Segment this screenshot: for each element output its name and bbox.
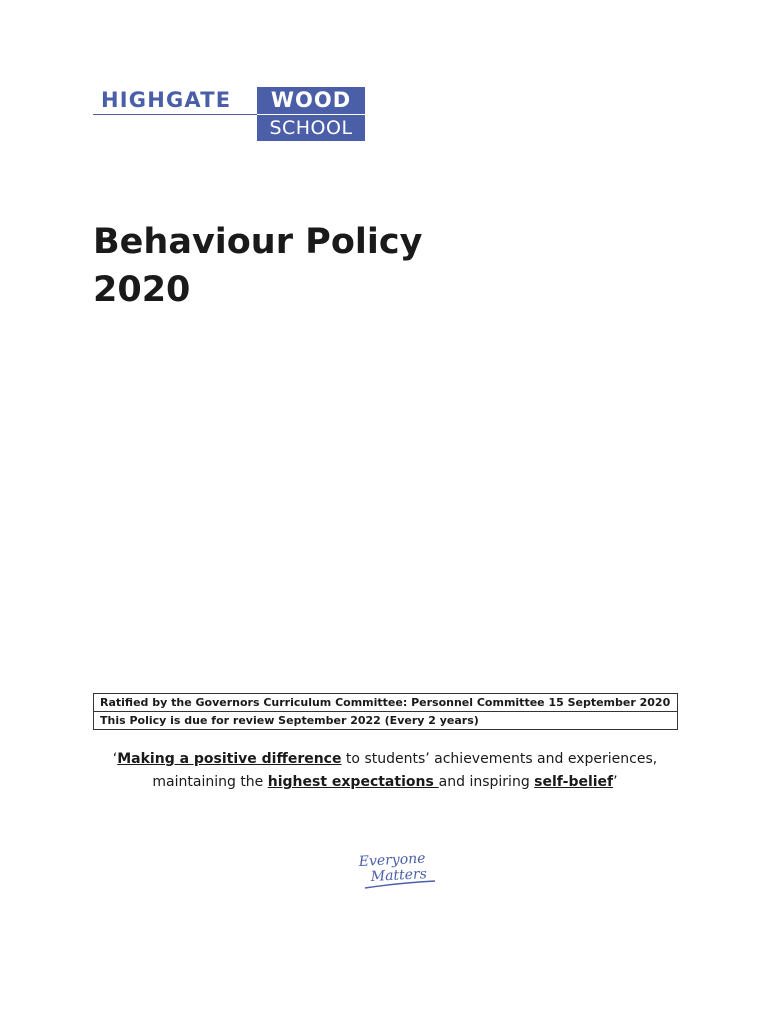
logo-word-wood: WOOD bbox=[257, 87, 365, 114]
motto-text-3: and inspiring bbox=[438, 774, 535, 790]
school-logo bbox=[93, 87, 365, 141]
logo-rule bbox=[93, 114, 257, 115]
motto-emphasis-3: self-belief bbox=[534, 774, 614, 790]
open-quote: ‘ bbox=[112, 751, 118, 767]
logo-word-highgate: HIGHGATE bbox=[101, 88, 232, 112]
motto-emphasis-1: Making a positive difference bbox=[117, 751, 342, 767]
signature-line-2: Matters bbox=[370, 866, 428, 885]
close-quote: ’ bbox=[613, 774, 618, 790]
document-title bbox=[93, 218, 422, 314]
ratification-table bbox=[93, 693, 678, 730]
review-cell: This Policy is due for review September 2022 (Every 2 years) bbox=[94, 712, 678, 730]
table-row bbox=[94, 712, 678, 730]
title-line-1: Behaviour Policy bbox=[93, 222, 423, 262]
title-line-2: 2020 bbox=[93, 270, 191, 310]
ratified-cell: Ratified by the Governors Curriculum Committee: Personnel Committee 15 September 2020 bbox=[94, 694, 678, 712]
signature-line-1: Everyone bbox=[358, 850, 426, 870]
motto-text-1: to students’ achievements and experiences, bbox=[341, 751, 658, 767]
school-motto bbox=[60, 748, 710, 794]
motto-text-2: maintaining the bbox=[152, 774, 268, 790]
table-row bbox=[94, 694, 678, 712]
logo-word-school: SCHOOL bbox=[257, 114, 365, 141]
everyone-matters-signature bbox=[353, 850, 443, 892]
motto-emphasis-2: highest expectations bbox=[267, 774, 439, 790]
